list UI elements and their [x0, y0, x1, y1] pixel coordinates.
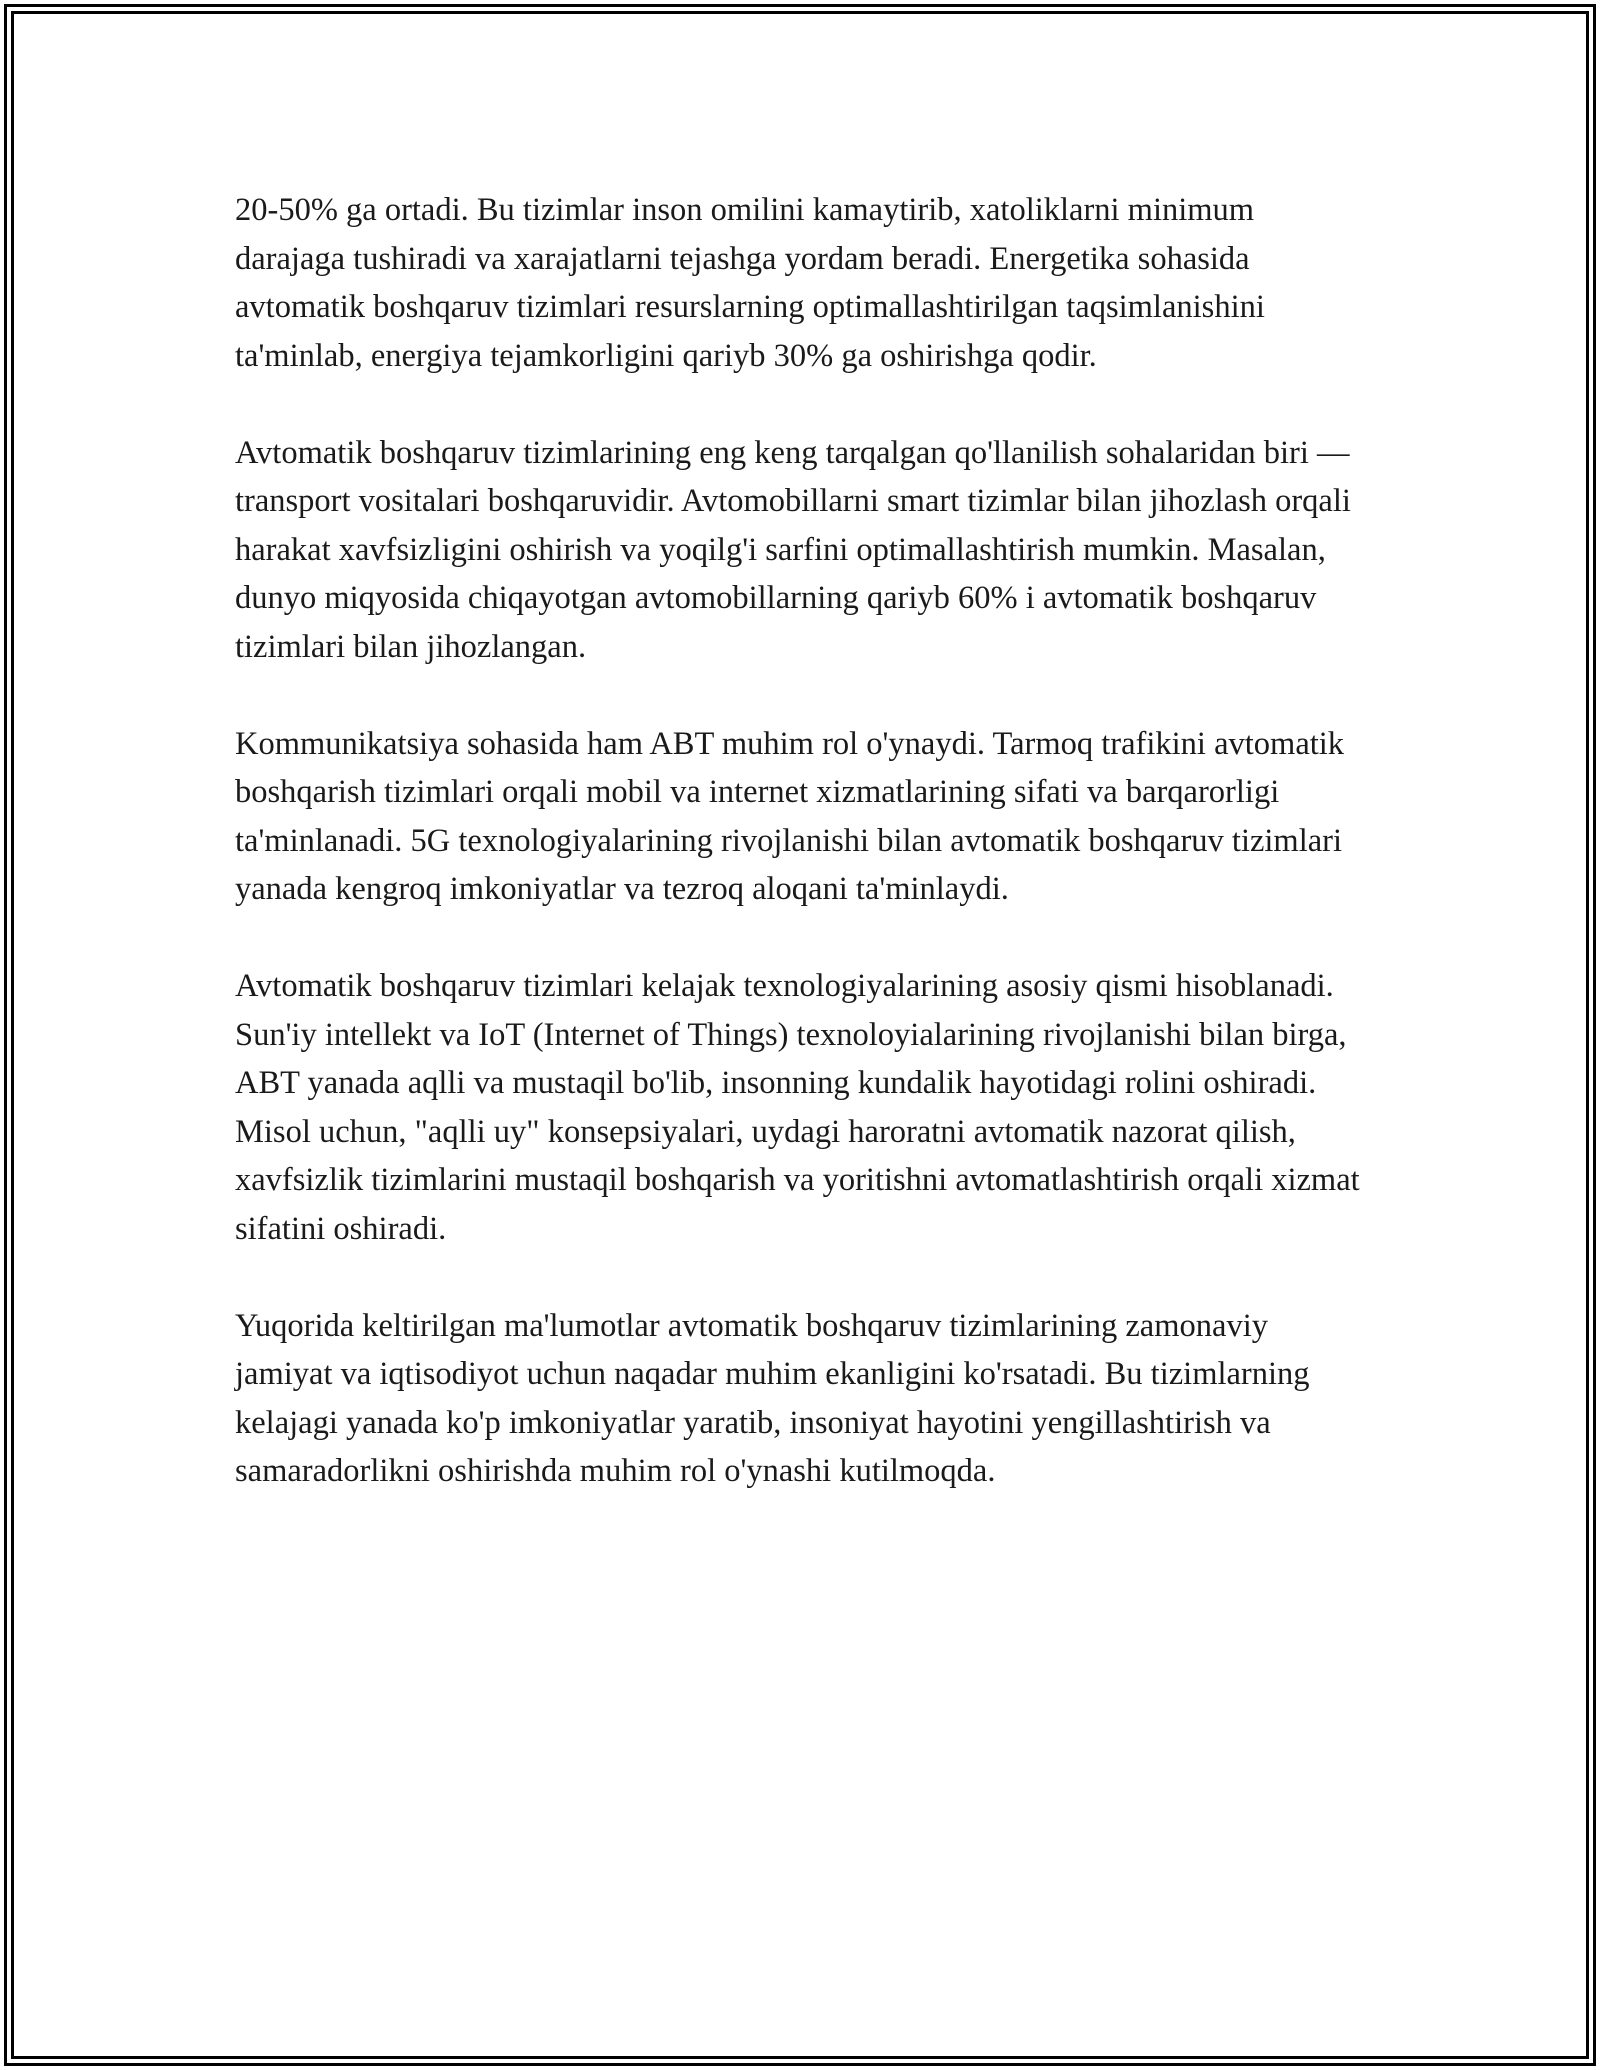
paragraph-4: Avtomatik boshqaruv tizimlari kelajak texnologiyalarining asosiy qismi hisoblanadi. Sun'iy intellekt va IoT (Internet of Things) texnoloyialarining rivojlanishi bilan birga, ABT yanada aqlli va mustaqil bo'lib, insonning kundalik hayotidagi rolini oshiradi. Misol uchun, "aqlli uy" konsepsiyalari, uydagi haroratni avtomatik nazorat qilish, xavfsizlik tizimlarini mustaqil boshqarish va yoritishni avtomatlashtirish orqali xizmat sifatini oshiradi. [235, 968, 1360, 1247]
document-body [235, 186, 1365, 1496]
paragraph-2: Avtomatik boshqaruv tizimlarining eng keng tarqalgan qo'llanilish sohalaridan biri — transport vositalari boshqaruvidir. Avtomobillarni smart tizimlar bilan jihozlash orqali harakat xavfsizligini oshirish va yoqilg'i sarfini optimallashtirish mumkin. Masalan, dunyo miqyosida chiqayotgan avtomobillarning qariyb 60% i avtomatik boshqaruv tizimlari bilan jihozlangan. [235, 434, 1351, 665]
paragraph-3: Kommunikatsiya sohasida ham ABT muhim rol o'ynaydi. Tarmoq trafikini avtomatik boshqarish tizimlari orqali mobil va internet xizmatlarining sifati va barqarorligi ta'minlanadi. 5G texnologiyalarining rivojlanishi bilan avtomatik boshqaruv tizimlari yanada kengroq imkoniyatlar va tezroq aloqani ta'minlaydi. [235, 725, 1345, 907]
paragraph-1: 20-50% ga ortadi. Bu tizimlar inson omilini kamaytirib, xatoliklarni minimum darajaga tushiradi va xarajatlarni tejashga yordam beradi. Energetika sohasida avtomatik boshqaruv tizimlari resurslarning optimallashtirilgan taqsimlanishini ta'minlab, energiya tejamkorligini qariyb 30% ga oshirishga qodir. [235, 192, 1265, 374]
paragraph-5: Yuqorida keltirilgan ma'lumotlar avtomatik boshqaruv tizimlarining zamonaviy jamiyat va iqtisodiyot uchun naqadar muhim ekanligini ko'rsatadi. Bu tizimlarning kelajagi yanada ko'p imkoniyatlar yaratib, insoniyat hayotini yengillashtirish va samaradorlikni oshirishda muhim rol o'ynashi kutilmoqda. [235, 1307, 1310, 1489]
